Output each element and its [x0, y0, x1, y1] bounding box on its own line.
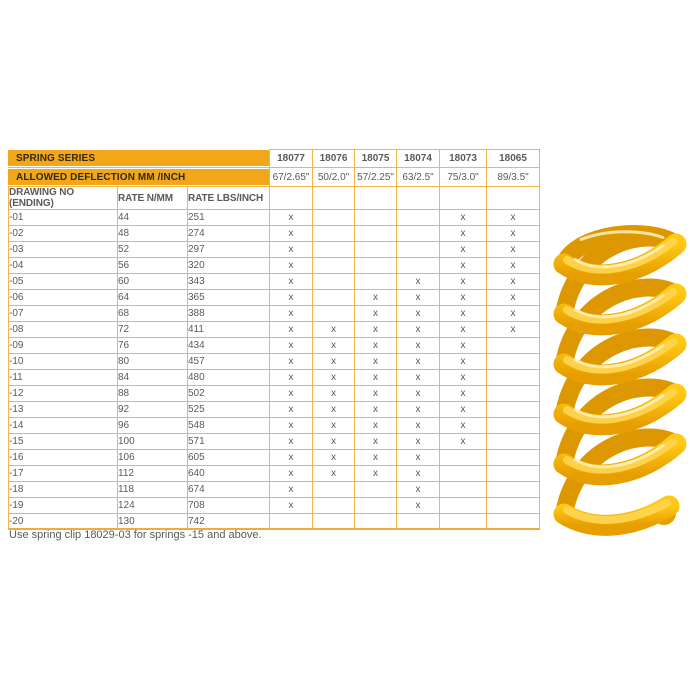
rate-lbs-cell: 548: [188, 418, 270, 434]
rate-lbs-cell: 251: [188, 210, 270, 226]
table-row: [8, 514, 540, 530]
availability-mark-cell: x: [270, 226, 313, 242]
rate-nmm-cell: 112: [118, 466, 188, 482]
availability-mark-cell: x: [487, 274, 540, 290]
table-row: [8, 466, 540, 482]
drawing-no-cell: -03: [8, 242, 118, 258]
availability-mark-cell: x: [313, 466, 355, 482]
rate-nmm-cell: 68: [118, 306, 188, 322]
availability-mark-cell: x: [440, 386, 487, 402]
table-row: [8, 338, 540, 354]
column-header-row: [8, 187, 540, 210]
availability-mark-cell: x: [313, 386, 355, 402]
availability-mark-cell: x: [270, 306, 313, 322]
rate-lbs-cell: 388: [188, 306, 270, 322]
availability-mark-cell: x: [440, 370, 487, 386]
deflection-value: 57/2.25": [355, 168, 397, 187]
availability-mark-cell: x: [487, 242, 540, 258]
deflection-value: 89/3.5": [487, 168, 540, 187]
availability-mark-cell: x: [440, 418, 487, 434]
rate-lbs-cell: 365: [188, 290, 270, 306]
availability-mark-cell: [487, 434, 540, 450]
availability-mark-cell: x: [313, 338, 355, 354]
drawing-no-cell: -19: [8, 498, 118, 514]
rate-lbs-cell: 674: [188, 482, 270, 498]
drawing-no-cell: -10: [8, 354, 118, 370]
availability-mark-cell: [397, 210, 440, 226]
deflection-value: 63/2.5": [397, 168, 440, 187]
availability-mark-cell: x: [440, 306, 487, 322]
spring-clip-footnote: Use spring clip 18029-03 for springs -15 and above.: [9, 529, 262, 541]
rate-lbs-cell: 297: [188, 242, 270, 258]
empty-header-cell: [487, 187, 540, 210]
availability-mark-cell: [355, 482, 397, 498]
rate-nmm-cell: 88: [118, 386, 188, 402]
deflection-value: 75/3.0": [440, 168, 487, 187]
rate-lbs-cell: 525: [188, 402, 270, 418]
rate-nmm-cell: 76: [118, 338, 188, 354]
rate-lbs-cell: 343: [188, 274, 270, 290]
availability-mark-cell: x: [270, 290, 313, 306]
availability-mark-cell: x: [270, 354, 313, 370]
availability-mark-cell: [440, 482, 487, 498]
drawing-no-cell: -17: [8, 466, 118, 482]
availability-mark-cell: x: [397, 370, 440, 386]
availability-mark-cell: x: [355, 402, 397, 418]
availability-mark-cell: [487, 354, 540, 370]
rate-nmm-cell: 80: [118, 354, 188, 370]
table-row: [8, 434, 540, 450]
rate-lbs-cell: 502: [188, 386, 270, 402]
availability-mark-cell: [355, 258, 397, 274]
rate-nmm-cell: 84: [118, 370, 188, 386]
availability-mark-cell: x: [355, 306, 397, 322]
availability-mark-cell: [313, 306, 355, 322]
series-number: 18076: [313, 149, 355, 168]
availability-mark-cell: x: [355, 418, 397, 434]
table-row: [8, 498, 540, 514]
rate-nmm-cell: 92: [118, 402, 188, 418]
availability-mark-cell: x: [397, 434, 440, 450]
table-row: [8, 354, 540, 370]
availability-mark-cell: [440, 498, 487, 514]
availability-mark-cell: x: [397, 322, 440, 338]
series-number: 18074: [397, 149, 440, 168]
availability-mark-cell: x: [270, 338, 313, 354]
drawing-no-cell: -18: [8, 482, 118, 498]
availability-mark-cell: x: [397, 450, 440, 466]
availability-mark-cell: x: [355, 338, 397, 354]
availability-mark-cell: x: [270, 482, 313, 498]
availability-mark-cell: x: [270, 386, 313, 402]
availability-mark-cell: x: [440, 242, 487, 258]
availability-mark-cell: x: [397, 482, 440, 498]
table-row: [8, 322, 540, 338]
rate-lbs-cell: 457: [188, 354, 270, 370]
availability-mark-cell: [313, 514, 355, 530]
availability-mark-cell: x: [440, 210, 487, 226]
rate-nmm-cell: 124: [118, 498, 188, 514]
rate-nmm-header: RATE N/MM: [118, 187, 188, 210]
rate-lbs-cell: 708: [188, 498, 270, 514]
drawing-no-cell: -20: [8, 514, 118, 530]
availability-mark-cell: [397, 226, 440, 242]
empty-header-cell: [270, 187, 313, 210]
rate-nmm-cell: 48: [118, 226, 188, 242]
drawing-no-cell: -11: [8, 370, 118, 386]
availability-mark-cell: x: [487, 226, 540, 242]
drawing-no-cell: -08: [8, 322, 118, 338]
deflection-value: 50/2.0": [313, 168, 355, 187]
availability-mark-cell: x: [397, 290, 440, 306]
availability-mark-cell: x: [355, 370, 397, 386]
drawing-no-cell: -13: [8, 402, 118, 418]
availability-mark-cell: [355, 274, 397, 290]
availability-mark-cell: x: [313, 450, 355, 466]
series-number: 18065: [487, 149, 540, 168]
rate-nmm-cell: 100: [118, 434, 188, 450]
table-row: [8, 290, 540, 306]
availability-mark-cell: [397, 242, 440, 258]
availability-mark-cell: x: [487, 322, 540, 338]
yellow-coil-spring-image: [551, 210, 690, 540]
availability-mark-cell: x: [397, 306, 440, 322]
availability-mark-cell: [270, 514, 313, 530]
rate-lbs-cell: 434: [188, 338, 270, 354]
availability-mark-cell: x: [397, 386, 440, 402]
spring-series-label: SPRING SERIES: [8, 150, 269, 166]
availability-mark-cell: x: [270, 322, 313, 338]
availability-mark-cell: x: [270, 402, 313, 418]
availability-mark-cell: x: [270, 242, 313, 258]
availability-mark-cell: x: [270, 498, 313, 514]
availability-mark-cell: x: [440, 258, 487, 274]
drawing-no-cell: -06: [8, 290, 118, 306]
availability-mark-cell: [313, 226, 355, 242]
drawing-no-cell: -15: [8, 434, 118, 450]
drawing-no-cell: -01: [8, 210, 118, 226]
table-row: [8, 210, 540, 226]
availability-mark-cell: [397, 514, 440, 530]
availability-mark-cell: [313, 482, 355, 498]
availability-mark-cell: [440, 514, 487, 530]
drawing-no-header: DRAWING NO (ENDING): [8, 187, 118, 210]
availability-mark-cell: x: [440, 226, 487, 242]
availability-mark-cell: x: [313, 322, 355, 338]
rate-lbs-cell: 571: [188, 434, 270, 450]
rate-nmm-cell: 118: [118, 482, 188, 498]
availability-mark-cell: x: [270, 370, 313, 386]
series-number: 18077: [270, 149, 313, 168]
availability-mark-cell: [313, 258, 355, 274]
rate-nmm-cell: 56: [118, 258, 188, 274]
spring-series-label-cell: [8, 149, 270, 168]
availability-mark-cell: x: [487, 306, 540, 322]
availability-mark-cell: [313, 290, 355, 306]
drawing-no-cell: -14: [8, 418, 118, 434]
availability-mark-cell: [487, 386, 540, 402]
availability-mark-cell: x: [355, 290, 397, 306]
availability-mark-cell: x: [355, 466, 397, 482]
allowed-deflection-label: ALLOWED DEFLECTION MM /INCH: [8, 169, 269, 185]
availability-mark-cell: [397, 258, 440, 274]
availability-mark-cell: [355, 514, 397, 530]
availability-mark-cell: x: [355, 386, 397, 402]
drawing-no-cell: -05: [8, 274, 118, 290]
availability-mark-cell: x: [440, 338, 487, 354]
availability-mark-cell: [487, 450, 540, 466]
availability-mark-cell: [440, 450, 487, 466]
table-row: [8, 450, 540, 466]
availability-mark-cell: x: [270, 418, 313, 434]
rate-lbs-cell: 640: [188, 466, 270, 482]
availability-mark-cell: [487, 498, 540, 514]
availability-mark-cell: x: [440, 274, 487, 290]
deflection-value: 67/2.65": [270, 168, 313, 187]
table-row: [8, 306, 540, 322]
availability-mark-cell: x: [397, 354, 440, 370]
availability-mark-cell: x: [313, 434, 355, 450]
availability-mark-cell: x: [313, 402, 355, 418]
availability-mark-cell: x: [440, 402, 487, 418]
rate-lbs-cell: 411: [188, 322, 270, 338]
table-row: [8, 274, 540, 290]
availability-mark-cell: x: [487, 258, 540, 274]
rate-nmm-cell: 106: [118, 450, 188, 466]
rate-lbs-cell: 605: [188, 450, 270, 466]
table-row: [8, 258, 540, 274]
availability-mark-cell: x: [440, 290, 487, 306]
drawing-no-cell: -02: [8, 226, 118, 242]
availability-mark-cell: [487, 418, 540, 434]
drawing-no-cell: -16: [8, 450, 118, 466]
rate-lbs-cell: 320: [188, 258, 270, 274]
table-row: [8, 402, 540, 418]
rate-nmm-cell: 72: [118, 322, 188, 338]
availability-mark-cell: x: [397, 466, 440, 482]
table-body: [8, 210, 540, 530]
table-row: [8, 482, 540, 498]
availability-mark-cell: x: [397, 338, 440, 354]
availability-mark-cell: [313, 242, 355, 258]
availability-mark-cell: [313, 498, 355, 514]
availability-mark-cell: [487, 370, 540, 386]
rate-lbs-header: RATE LBS/INCH: [188, 187, 270, 210]
availability-mark-cell: x: [270, 434, 313, 450]
series-number: 18073: [440, 149, 487, 168]
availability-mark-cell: [313, 274, 355, 290]
availability-mark-cell: x: [397, 274, 440, 290]
table-row: [8, 370, 540, 386]
availability-mark-cell: [487, 402, 540, 418]
table-row: [8, 386, 540, 402]
availability-mark-cell: x: [313, 370, 355, 386]
empty-header-cell: [440, 187, 487, 210]
availability-mark-cell: x: [355, 322, 397, 338]
rate-nmm-cell: 52: [118, 242, 188, 258]
empty-header-cell: [397, 187, 440, 210]
drawing-no-cell: -12: [8, 386, 118, 402]
availability-mark-cell: [355, 498, 397, 514]
availability-mark-cell: [355, 226, 397, 242]
table-row: [8, 226, 540, 242]
availability-mark-cell: x: [440, 354, 487, 370]
availability-mark-cell: x: [270, 466, 313, 482]
rate-nmm-cell: 64: [118, 290, 188, 306]
availability-mark-cell: x: [487, 210, 540, 226]
availability-mark-cell: x: [397, 402, 440, 418]
rate-nmm-cell: 44: [118, 210, 188, 226]
empty-header-cell: [313, 187, 355, 210]
rate-nmm-cell: 60: [118, 274, 188, 290]
rate-lbs-cell: 742: [188, 514, 270, 530]
availability-mark-cell: x: [270, 450, 313, 466]
drawing-no-cell: -07: [8, 306, 118, 322]
availability-mark-cell: x: [355, 354, 397, 370]
spring-photo: [551, 210, 690, 540]
availability-mark-cell: x: [487, 290, 540, 306]
availability-mark-cell: x: [440, 434, 487, 450]
availability-mark-cell: x: [355, 450, 397, 466]
allowed-deflection-label-cell: [8, 168, 270, 187]
series-number: 18075: [355, 149, 397, 168]
availability-mark-cell: [487, 466, 540, 482]
availability-mark-cell: [487, 338, 540, 354]
rate-lbs-cell: 274: [188, 226, 270, 242]
empty-header-cell: [355, 187, 397, 210]
rate-nmm-cell: 96: [118, 418, 188, 434]
rate-lbs-cell: 480: [188, 370, 270, 386]
availability-mark-cell: x: [440, 322, 487, 338]
allowed-deflection-row: [8, 168, 540, 187]
rate-nmm-cell: 130: [118, 514, 188, 530]
availability-mark-cell: x: [270, 274, 313, 290]
availability-mark-cell: [355, 242, 397, 258]
availability-mark-cell: [487, 514, 540, 530]
availability-mark-cell: [313, 210, 355, 226]
availability-mark-cell: [440, 466, 487, 482]
availability-mark-cell: x: [355, 434, 397, 450]
availability-mark-cell: x: [270, 210, 313, 226]
availability-mark-cell: x: [397, 498, 440, 514]
availability-mark-cell: x: [313, 418, 355, 434]
drawing-no-cell: -04: [8, 258, 118, 274]
availability-mark-cell: x: [270, 258, 313, 274]
table-row: [8, 242, 540, 258]
spring-series-row: [8, 149, 540, 168]
availability-mark-cell: [355, 210, 397, 226]
spring-spec-table: [8, 149, 540, 530]
drawing-no-cell: -09: [8, 338, 118, 354]
table-row: [8, 418, 540, 434]
availability-mark-cell: [487, 482, 540, 498]
availability-mark-cell: x: [313, 354, 355, 370]
availability-mark-cell: x: [397, 418, 440, 434]
